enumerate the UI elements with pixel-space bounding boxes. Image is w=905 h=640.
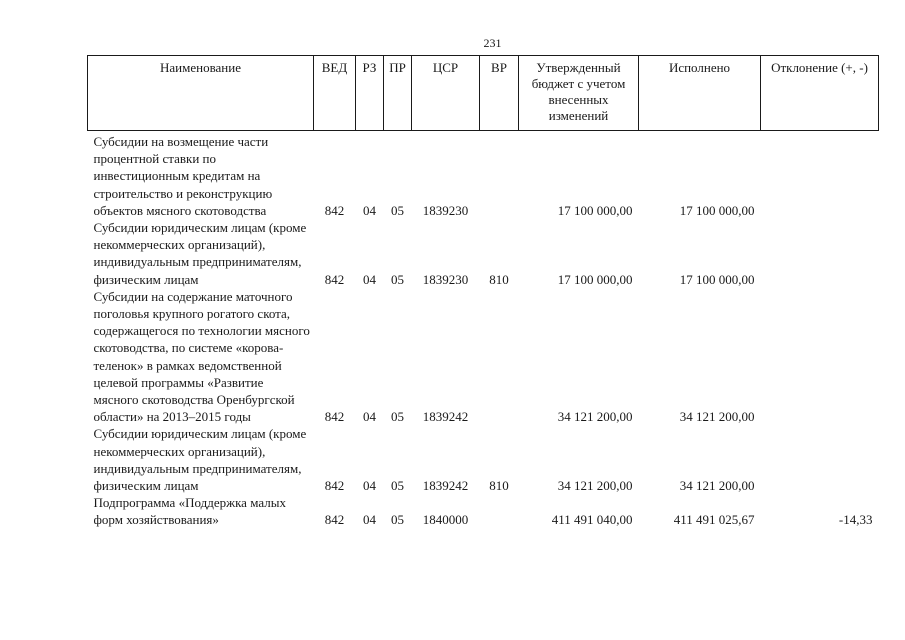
row-executed: 34 121 200,00 [679,478,755,494]
row-csr: 1839230 [422,202,469,218]
row-pr: 05 [391,478,404,494]
row-pr: 05 [391,409,404,425]
row-vr [480,131,519,220]
header-approved: Утвержденный бюджет с учетом внесенных изменений [519,56,639,131]
row-deviation [761,131,879,220]
header-deviation: Отклонение (+, -) [761,56,879,131]
budget-table [87,55,879,529]
row-executed: 17 100 000,00 [679,202,755,218]
row-rz: 04 [363,512,376,528]
row-vr: 810 [489,478,509,494]
row-csr: 1839230 [422,271,469,287]
header-vr: ВР [480,56,519,131]
header-executed: Исполнено [639,56,761,131]
row-approved: 411 491 040,00 [551,512,633,528]
header-rz: РЗ [356,56,384,131]
row-rz: 04 [363,478,376,494]
table-row [88,288,879,426]
row-vr: 810 [489,271,509,287]
row-pr: 05 [391,271,404,287]
row-rz: 04 [363,409,376,425]
row-name: Подпрограмма «Поддержка малых форм хозяйствования» [93,495,286,528]
row-executed: 411 491 025,67 [673,512,755,528]
row-vr [480,288,519,426]
header-ved: ВЕД [314,56,356,131]
row-approved: 17 100 000,00 [557,271,633,287]
row-vr [480,494,519,528]
table-row [88,219,879,288]
table-row [88,131,879,220]
row-approved: 34 121 200,00 [557,409,633,425]
row-deviation [761,219,879,288]
row-csr: 1839242 [422,409,469,425]
row-ved: 842 [324,478,345,494]
row-ved: 842 [324,271,345,287]
row-ved: 842 [324,409,345,425]
row-executed: 17 100 000,00 [679,271,755,287]
row-csr: 1840000 [422,512,469,528]
row-pr: 05 [391,202,404,218]
table-row [88,425,879,494]
row-executed: 34 121 200,00 [679,409,755,425]
row-rz: 04 [363,271,376,287]
row-deviation [761,288,879,426]
row-deviation: -14,33 [838,512,873,528]
row-csr: 1839242 [422,478,469,494]
row-name: Субсидии юридическим лицам (кроме некоммерческих организаций), индивидуальным предпринимателям, физическим лицам [93,220,307,287]
page-number: 231 [483,36,502,50]
header-pr: ПР [384,56,412,131]
row-rz: 04 [363,202,376,218]
row-name: Субсидии на содержание маточного поголовья крупного рогатого скота, содержащегося по технологии мясного скотоводства, по системе «корова-теленок» в рамках ведомственной целевой программы «Развитие мясного скотоводства Оренбургской области» на 2013–2015 годы [93,288,310,425]
row-name: Субсидии на возмещение части процентной ставки по инвестиционным кредитам на строительство и реконструкцию объектов мясного скотоводства [93,134,273,218]
row-approved: 17 100 000,00 [557,202,633,218]
table-row [88,494,879,528]
row-approved: 34 121 200,00 [557,478,633,494]
row-ved: 842 [324,202,345,218]
header-csr: ЦСР [412,56,480,131]
row-ved: 842 [324,512,345,528]
row-name: Субсидии юридическим лицам (кроме некоммерческих организаций), индивидуальным предпринимателям, физическим лицам [93,426,307,494]
header-name: Наименование [88,56,314,131]
row-pr: 05 [391,512,404,528]
table-header-row [88,56,879,131]
row-deviation [761,425,879,494]
